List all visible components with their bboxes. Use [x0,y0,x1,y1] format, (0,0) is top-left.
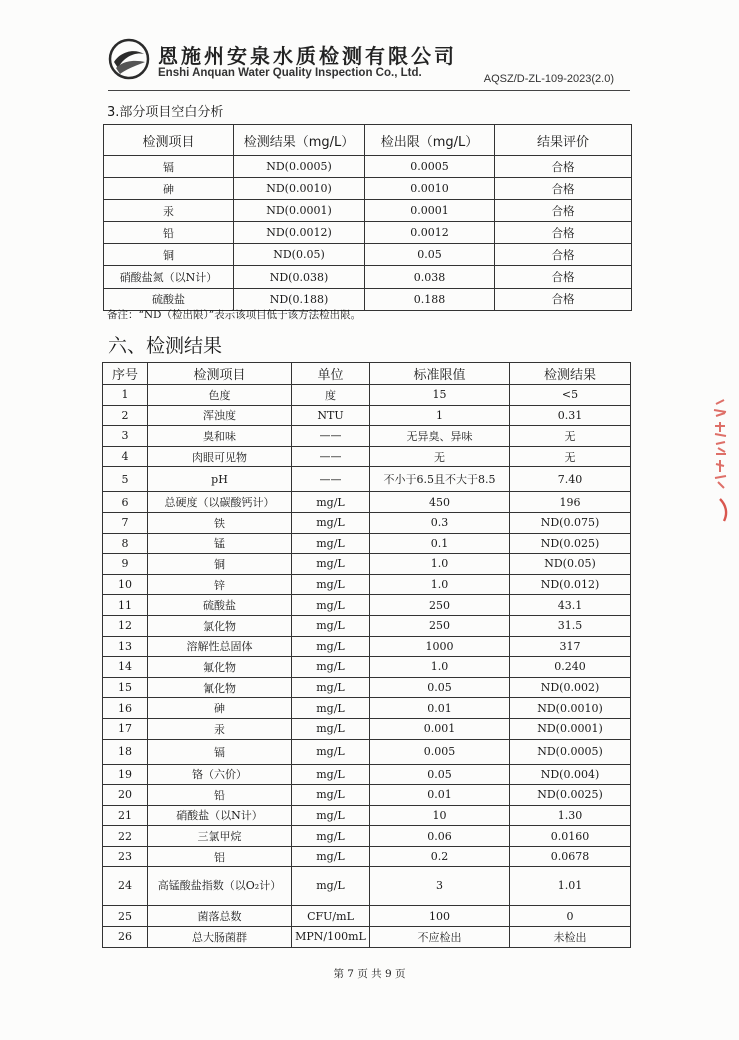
table-cell: 0.005 [370,739,510,764]
table-row [103,385,631,406]
table-cell: ND(0.025) [510,533,631,554]
table-row [103,512,631,533]
table-cell: ND(0.038) [234,266,365,288]
table-cell: 硫酸盐 [148,595,292,616]
table-row [103,636,631,657]
table-cell: 1.30 [510,805,631,826]
table-cell: 0.188 [365,288,495,310]
table-cell: 浑浊度 [148,405,292,426]
table-row [103,718,631,739]
table-cell: 18 [103,739,148,764]
table-cell: 硝酸盐氮（以N计） [104,266,234,288]
table-cell: 10 [370,805,510,826]
table-row [103,426,631,447]
table-cell: ND(0.0001) [234,200,365,222]
table-row [103,405,631,426]
table-cell: 溶解性总固体 [148,636,292,657]
table-cell: ND(0.188) [234,288,365,310]
table-cell: 铝 [148,846,292,867]
table-cell: 合格 [495,266,632,288]
table-cell: —— [292,446,370,467]
table-cell: 100 [370,906,510,927]
table-cell: 2 [103,405,148,426]
table-row [103,764,631,785]
table-cell: 氰化物 [148,677,292,698]
table-cell: mg/L [292,867,370,906]
table-cell: ND(0.0005) [234,156,365,178]
table-cell: 砷 [104,178,234,200]
table-cell: ND(0.012) [510,574,631,595]
table-cell: 22 [103,826,148,847]
table-cell: 7 [103,512,148,533]
table-cell: mg/L [292,826,370,847]
table-cell: ND(0.0005) [510,739,631,764]
company-name-en: Enshi Anquan Water Quality Inspection Co., Ltd. [158,67,422,79]
table-cell: —— [292,426,370,447]
table-cell: 0.0010 [365,178,495,200]
table-cell: mg/L [292,595,370,616]
table-cell: ND(0.0025) [510,785,631,806]
table-row [103,677,631,698]
table-cell: mg/L [292,785,370,806]
table-cell: 0.240 [510,657,631,678]
table-cell: mg/L [292,492,370,513]
table-cell: <5 [510,385,631,406]
table-cell: ND(0.002) [510,677,631,698]
table-cell: mg/L [292,846,370,867]
table-cell: mg/L [292,677,370,698]
table-cell: 三氯甲烷 [148,826,292,847]
table-cell: mg/L [292,718,370,739]
table-row [103,846,631,867]
table-cell: 铅 [148,785,292,806]
table-cell: 0.31 [510,405,631,426]
table-row [103,906,631,927]
column-header: 标准限值 [370,363,510,385]
table-cell: 21 [103,805,148,826]
table-cell: 250 [370,615,510,636]
table-cell: 7.40 [510,467,631,492]
table-cell: 汞 [104,200,234,222]
table-cell: 0.2 [370,846,510,867]
table-row [103,785,631,806]
table-cell: 0.038 [365,266,495,288]
table-cell: 10 [103,574,148,595]
test-results-table [102,362,631,948]
table-cell: 11 [103,595,148,616]
table-cell: 15 [103,677,148,698]
table-cell: ND(0.0012) [234,222,365,244]
table-cell: CFU/mL [292,906,370,927]
table-cell: 14 [103,657,148,678]
table-cell: 3 [103,426,148,447]
table-row [103,657,631,678]
table-cell: 196 [510,492,631,513]
table-cell: mg/L [292,805,370,826]
table-cell: 3 [370,867,510,906]
table-cell: 25 [103,906,148,927]
table-cell: 17 [103,718,148,739]
table-cell: 0.01 [370,698,510,719]
table-cell: mg/L [292,636,370,657]
letterhead [108,36,614,88]
table-row [103,467,631,492]
table-cell: ND(0.05) [234,244,365,266]
table-cell: 0.0012 [365,222,495,244]
table-cell: 0 [510,906,631,927]
table-row [104,178,632,200]
table-cell: 铬（六价） [148,764,292,785]
table-cell: ND(0.0001) [510,718,631,739]
table-cell: 菌落总数 [148,906,292,927]
table-cell: 合格 [495,288,632,310]
table-cell: 无异臭、异味 [370,426,510,447]
table-cell: 铜 [148,554,292,575]
table-cell: 1.01 [510,867,631,906]
table-cell: ND(0.0010) [510,698,631,719]
page-number: 第 7 页 共 9 页 [333,968,406,980]
table-cell: 13 [103,636,148,657]
table-row [103,927,631,948]
table-cell: mg/L [292,574,370,595]
table-cell: ND(0.05) [510,554,631,575]
table-cell: 0.0160 [510,826,631,847]
table-cell: 15 [370,385,510,406]
column-header: 检出限（mg/L） [365,125,495,156]
table-cell: 无 [510,426,631,447]
table-cell: 5 [103,467,148,492]
table-cell: 0.06 [370,826,510,847]
table-cell: 无 [510,446,631,467]
table-header-row [103,363,631,385]
table-note: 备注：“ND（检出限）”表示该项目低于该方法检出限。 [107,309,362,321]
table-row [104,266,632,288]
table-cell: 0.0678 [510,846,631,867]
table-cell: 450 [370,492,510,513]
table-row [103,595,631,616]
table-cell: 合格 [495,178,632,200]
column-header: 检测项目 [148,363,292,385]
table-cell: 23 [103,846,148,867]
table-row [103,533,631,554]
table-cell: mg/L [292,698,370,719]
table-header-row [104,125,632,156]
table-cell: 合格 [495,156,632,178]
blank-analysis-table [103,124,632,311]
table-cell: 不小于6.5且不大于8.5 [370,467,510,492]
table-cell: 无 [370,446,510,467]
table-cell: 色度 [148,385,292,406]
table-cell: 汞 [148,718,292,739]
table-cell: 0.001 [370,718,510,739]
table-cell: mg/L [292,615,370,636]
table-row [103,805,631,826]
table-cell: 合格 [495,222,632,244]
header-rule [108,90,630,91]
table-cell: 砷 [148,698,292,719]
column-header: 检测项目 [104,125,234,156]
table-cell: 总硬度（以碳酸钙计） [148,492,292,513]
table-cell: 0.05 [370,677,510,698]
company-logo-icon [108,38,150,80]
table-cell: 4 [103,446,148,467]
table-cell: 氟化物 [148,657,292,678]
table-row [104,222,632,244]
table-cell: 未检出 [510,927,631,948]
table-row [103,698,631,719]
table-cell: mg/L [292,512,370,533]
table-cell: 镉 [104,156,234,178]
table-cell: 铁 [148,512,292,533]
table-cell: 镉 [148,739,292,764]
table-row [104,156,632,178]
table-cell: 合格 [495,244,632,266]
table-cell: 1000 [370,636,510,657]
table-cell: mg/L [292,739,370,764]
table-cell: 26 [103,927,148,948]
table-cell: 0.05 [370,764,510,785]
table-cell: 硫酸盐 [104,288,234,310]
column-header: 结果评价 [495,125,632,156]
table-cell: 12 [103,615,148,636]
table-cell: ND(0.0010) [234,178,365,200]
table-row [103,492,631,513]
table-cell: 1 [103,385,148,406]
table-cell: 317 [510,636,631,657]
section3-title: 3.部分项目空白分析 [107,105,224,120]
table-cell: 锰 [148,533,292,554]
column-header: 检测结果 [510,363,631,385]
table-cell: 0.05 [365,244,495,266]
table-cell: 锌 [148,574,292,595]
column-header: 序号 [103,363,148,385]
table-cell: mg/L [292,533,370,554]
table-cell: 0.0005 [365,156,495,178]
table-cell: 43.1 [510,595,631,616]
table-cell: 16 [103,698,148,719]
table-cell: 氯化物 [148,615,292,636]
table-cell: mg/L [292,554,370,575]
table-cell: 总大肠菌群 [148,927,292,948]
table-cell: 31.5 [510,615,631,636]
table-cell: 1.0 [370,554,510,575]
column-header: 检测结果（mg/L） [234,125,365,156]
table-cell: 铅 [104,222,234,244]
table-cell: MPN/100mL [292,927,370,948]
table-cell: 6 [103,492,148,513]
table-row [103,826,631,847]
table-cell: 1.0 [370,574,510,595]
table-cell: NTU [292,405,370,426]
table-cell: 8 [103,533,148,554]
table-cell: 0.0001 [365,200,495,222]
table-cell: 0.1 [370,533,510,554]
table-row [103,615,631,636]
company-name-cn: 恩施州安泉水质检测有限公司 [158,44,457,68]
table-row [104,244,632,266]
table-cell: mg/L [292,657,370,678]
table-row [103,739,631,764]
table-cell: 臭和味 [148,426,292,447]
column-header: 单位 [292,363,370,385]
table-cell: 24 [103,867,148,906]
table-cell: 1 [370,405,510,426]
table-cell: ND(0.004) [510,764,631,785]
table-cell: 19 [103,764,148,785]
table-cell: 硝酸盐（以N计） [148,805,292,826]
table-cell: 高锰酸盐指数（以O₂计） [148,867,292,906]
table-row [103,574,631,595]
red-mark [716,497,732,523]
table-cell: 9 [103,554,148,575]
table-cell: pH [148,467,292,492]
table-cell: 肉眼可见物 [148,446,292,467]
table-row [104,200,632,222]
table-cell: 不应检出 [370,927,510,948]
table-cell: —— [292,467,370,492]
section6-title: 六、检测结果 [108,335,223,357]
table-cell: 1.0 [370,657,510,678]
table-cell: 0.3 [370,512,510,533]
table-row [103,554,631,575]
table-row [103,446,631,467]
table-cell: 20 [103,785,148,806]
table-cell: 0.01 [370,785,510,806]
table-cell: 250 [370,595,510,616]
table-cell: ND(0.075) [510,512,631,533]
document-number: AQSZ/D-ZL-109-2023(2.0) [483,73,614,85]
table-cell: 铜 [104,244,234,266]
table-cell: 合格 [495,200,632,222]
table-cell: mg/L [292,764,370,785]
table-row [103,867,631,906]
table-cell: 度 [292,385,370,406]
